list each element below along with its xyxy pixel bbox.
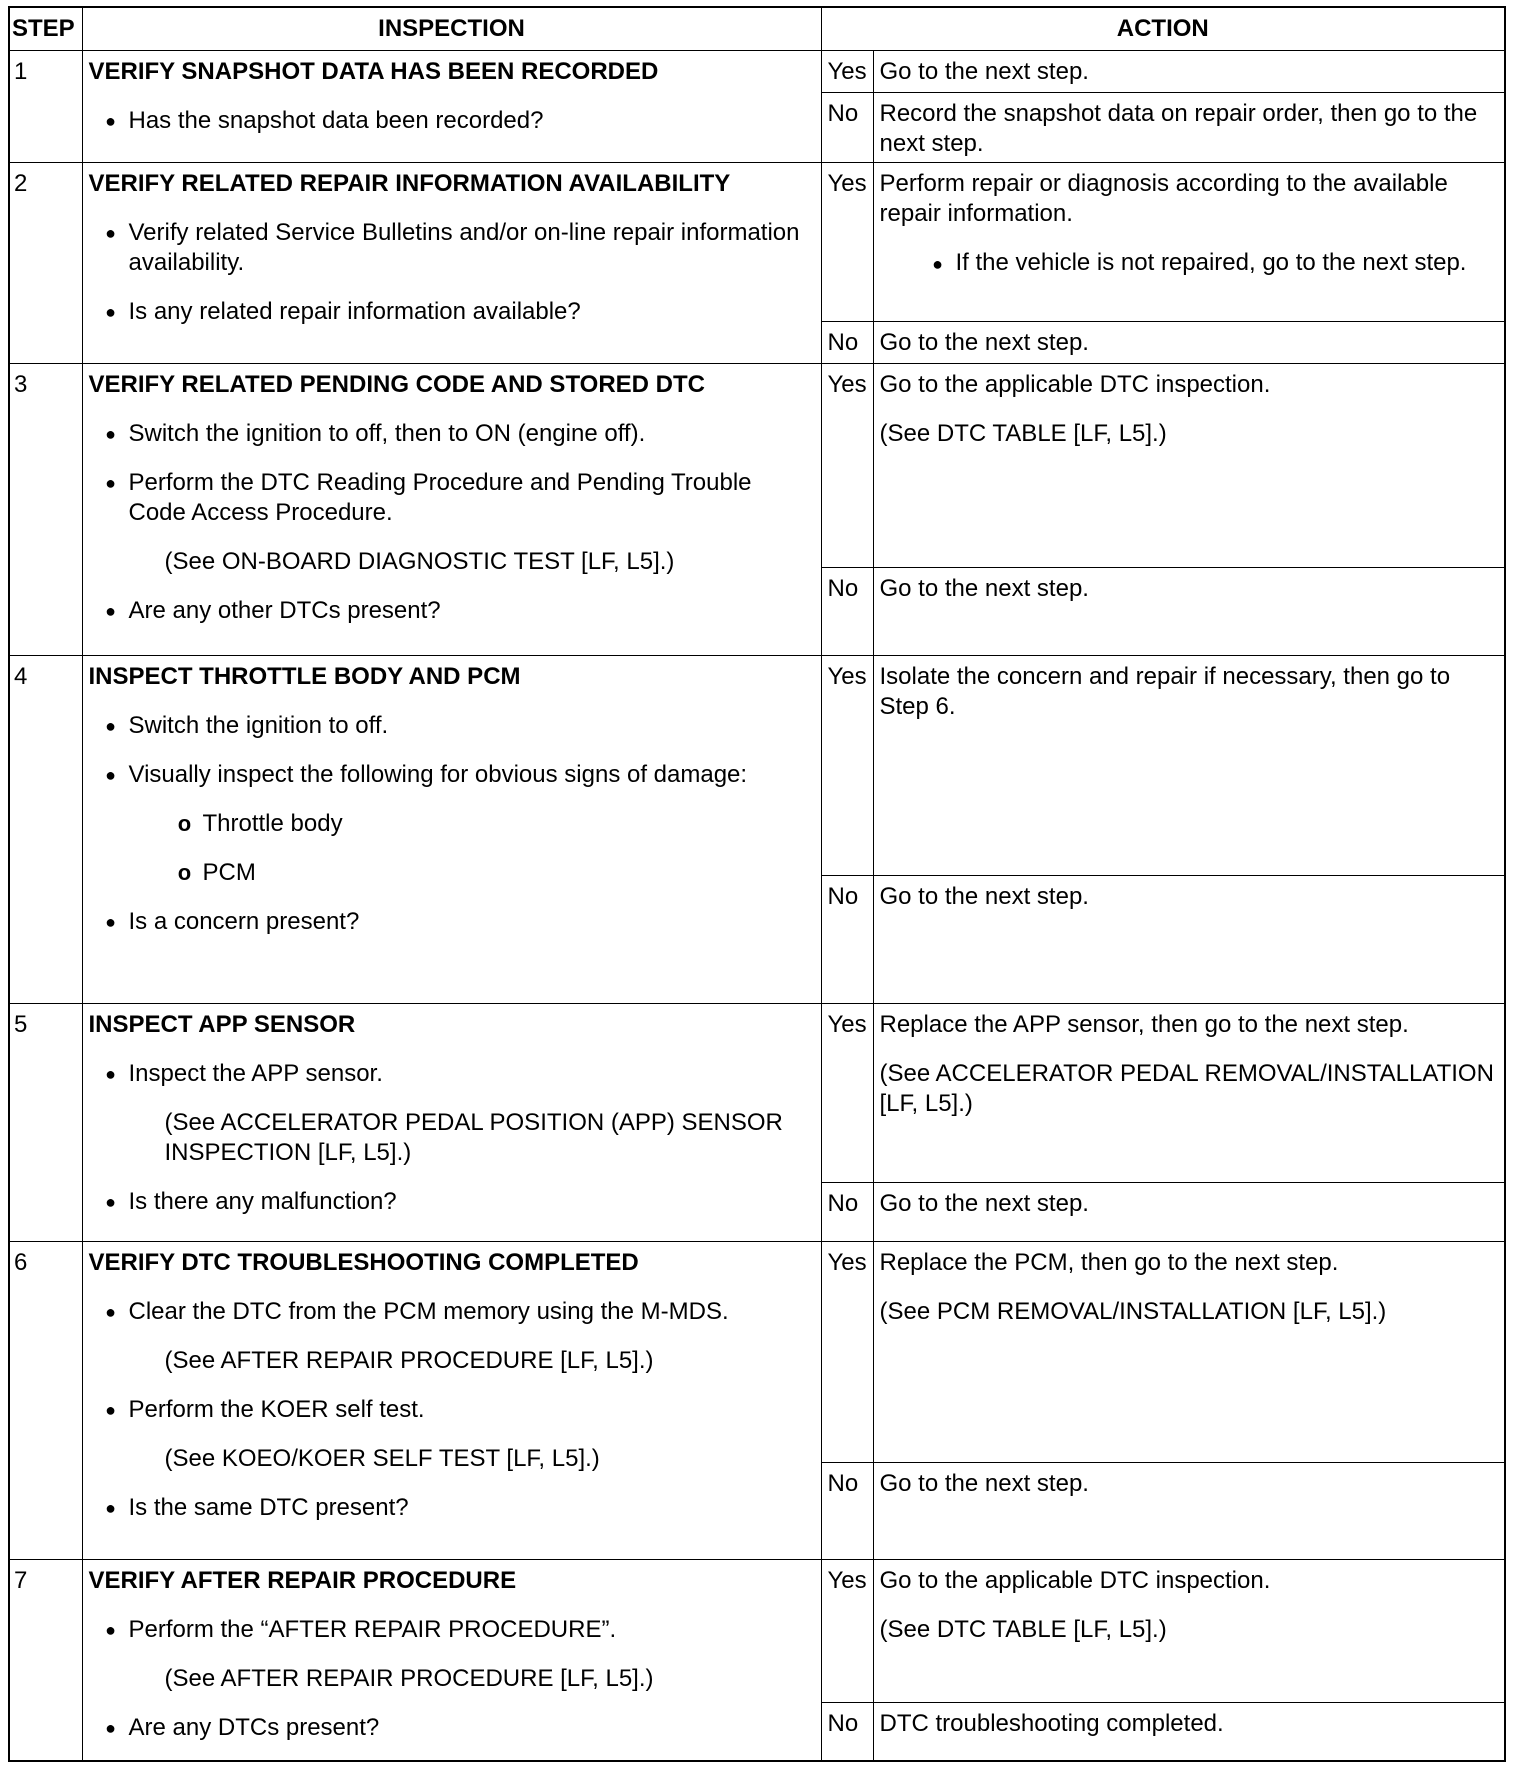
step-title: VERIFY DTC TROUBLESHOOTING COMPLETED (88, 1248, 639, 1276)
inspection-item: ● Perform the DTC Reading Procedure and Pending Trouble Code Access Procedure. (89, 468, 815, 528)
bullet-icon: ● (105, 1064, 116, 1085)
inspection-item: ● Perform the KOER self test. (89, 1395, 815, 1425)
step-number: 4 (9, 655, 82, 1003)
inspection-item: ● Inspect the APP sensor. (89, 1059, 815, 1089)
step-7-yes-row (9, 1559, 1505, 1702)
no-label: No (821, 1182, 873, 1241)
bullet-icon: ● (932, 254, 943, 275)
step-number: 3 (9, 364, 82, 656)
yes-label: Yes (821, 655, 873, 875)
step-1-inspection (82, 51, 821, 163)
bullet-icon: ● (105, 424, 116, 445)
bullet-icon: ● (105, 715, 116, 736)
no-label: No (821, 93, 873, 163)
bullet-icon: ● (105, 764, 116, 785)
yes-action: Replace the APP sensor, then go to the next step. (See ACCELERATOR PEDAL REMOVAL/INSTALLATION [LF, L5].) (873, 1004, 1505, 1183)
bullet-icon: ● (105, 1301, 116, 1322)
no-action: Go to the next step. (873, 875, 1505, 1003)
inspection-item: ● Is there any malfunction? (89, 1187, 815, 1217)
see-reference: (See AFTER REPAIR PROCEDURE [LF, L5].) (164, 1346, 654, 1374)
yes-action: Go to the applicable DTC inspection. (See DTC TABLE [LF, L5].) (873, 364, 1505, 568)
see-reference: (See AFTER REPAIR PROCEDURE [LF, L5].) (164, 1664, 654, 1692)
inspection-item: ● Is a concern present? (89, 907, 815, 937)
header-inspection: INSPECTION (82, 7, 821, 51)
yes-label: Yes (821, 51, 873, 93)
bullet-icon: ● (105, 1717, 116, 1738)
no-label: No (821, 1703, 873, 1761)
bullet-icon: ● (105, 911, 116, 932)
bullet-icon: ● (105, 1399, 116, 1420)
step-1-yes-row (9, 51, 1505, 93)
inspection-item: ● Is any related repair information available? (89, 297, 815, 327)
see-reference: (See PCM REMOVAL/INSTALLATION [LF, L5].) (879, 1297, 1387, 1325)
inspection-item: ● Are any DTCs present? (89, 1713, 815, 1743)
inspection-item: ● Perform the “AFTER REPAIR PROCEDURE”. (89, 1615, 815, 1645)
step-5-inspection (82, 1004, 821, 1242)
see-reference: (See DTC TABLE [LF, L5].) (879, 420, 1167, 448)
yes-action: Replace the PCM, then go to the next step. (See PCM REMOVAL/INSTALLATION [LF, L5].) (873, 1241, 1505, 1463)
inspection-item: ● Switch the ignition to off. (89, 711, 815, 741)
step-4-yes-row (9, 655, 1505, 875)
see-reference: (See DTC TABLE [LF, L5].) (879, 1615, 1167, 1643)
step-number: 2 (9, 163, 82, 364)
step-2-inspection (82, 163, 821, 364)
see-reference: (See KOEO/KOER SELF TEST [LF, L5].) (164, 1444, 600, 1472)
inspection-subitem: o PCM (89, 858, 815, 888)
no-label: No (821, 321, 873, 363)
inspection-item: ● Switch the ignition to off, then to ON (engine off). (89, 419, 815, 449)
see-reference: (See ACCELERATOR PEDAL REMOVAL/INSTALLATION [LF, L5].) (879, 1060, 1494, 1118)
step-6-yes-row (9, 1241, 1505, 1463)
no-label: No (821, 875, 873, 1003)
bullet-icon: ● (105, 111, 116, 132)
step-number: 6 (9, 1241, 82, 1559)
yes-action: Go to the applicable DTC inspection. (See DTC TABLE [LF, L5].) (873, 1559, 1505, 1702)
inspection-item: ● Are any other DTCs present? (89, 596, 815, 626)
step-title: INSPECT APP SENSOR (88, 1011, 356, 1039)
yes-action: Perform repair or diagnosis according to the available repair information. ● If the vehicle is not repaired, go to the next step. (873, 163, 1505, 321)
see-reference: (See ON-BOARD DIAGNOSTIC TEST [LF, L5].) (164, 548, 675, 576)
step-6-inspection (82, 1241, 821, 1559)
yes-label: Yes (821, 364, 873, 568)
no-label: No (821, 567, 873, 655)
step-2-yes-row (9, 163, 1505, 321)
no-action: DTC troubleshooting completed. (873, 1703, 1505, 1761)
circle-bullet-icon: o (177, 859, 192, 885)
yes-label: Yes (821, 1559, 873, 1702)
no-action: Go to the next step. (873, 1182, 1505, 1241)
no-action: Go to the next step. (873, 1463, 1505, 1559)
step-7-inspection (82, 1559, 821, 1761)
step-3-inspection (82, 364, 821, 656)
inspection-item: ● Visually inspect the following for obvious signs of damage: (89, 760, 815, 790)
step-number: 1 (9, 51, 82, 163)
step-title: VERIFY RELATED PENDING CODE AND STORED DTC (88, 371, 705, 399)
step-title: VERIFY AFTER REPAIR PROCEDURE (88, 1566, 517, 1594)
bullet-icon: ● (105, 1497, 116, 1518)
step-number: 5 (9, 1004, 82, 1242)
bullet-icon: ● (105, 302, 116, 323)
step-title: INSPECT THROTTLE BODY AND PCM (88, 662, 521, 690)
yes-label: Yes (821, 163, 873, 321)
header-row (9, 7, 1505, 51)
header-action: ACTION (821, 7, 1505, 51)
bullet-icon: ● (105, 1192, 116, 1213)
inspection-item: ● Has the snapshot data been recorded? (89, 106, 815, 136)
inspection-subitem: o Throttle body (89, 809, 815, 839)
circle-bullet-icon: o (177, 810, 192, 836)
step-3-yes-row (9, 364, 1505, 568)
yes-action: Isolate the concern and repair if necessary, then go to Step 6. (873, 655, 1505, 875)
no-label: No (821, 1463, 873, 1559)
bullet-icon: ● (105, 223, 116, 244)
bullet-icon: ● (105, 601, 116, 622)
no-action: Record the snapshot data on repair order, then go to the next step. (873, 93, 1505, 163)
step-number: 7 (9, 1559, 82, 1761)
yes-label: Yes (821, 1004, 873, 1183)
step-4-inspection (82, 655, 821, 1003)
no-action: Go to the next step. (873, 321, 1505, 363)
action-subitem: ● If the vehicle is not repaired, go to the next step. (880, 248, 1499, 279)
bullet-icon: ● (105, 473, 116, 494)
bullet-icon: ● (105, 1619, 116, 1640)
header-step: STEP (9, 7, 82, 51)
step-title: VERIFY SNAPSHOT DATA HAS BEEN RECORDED (88, 58, 659, 86)
yes-action: Go to the next step. (873, 51, 1505, 93)
yes-label: Yes (821, 1241, 873, 1463)
diagnostic-procedure-table (8, 6, 1506, 1762)
step-title: VERIFY RELATED REPAIR INFORMATION AVAILABILITY (88, 170, 731, 198)
inspection-item: ● Is the same DTC present? (89, 1493, 815, 1523)
step-5-yes-row (9, 1004, 1505, 1183)
no-action: Go to the next step. (873, 567, 1505, 655)
inspection-item: ● Clear the DTC from the PCM memory using the M-MDS. (89, 1297, 815, 1327)
see-reference: (See ACCELERATOR PEDAL POSITION (APP) SENSOR INSPECTION [LF, L5].) (164, 1109, 783, 1167)
inspection-item: ● Verify related Service Bulletins and/or on-line repair information availability. (89, 218, 815, 278)
